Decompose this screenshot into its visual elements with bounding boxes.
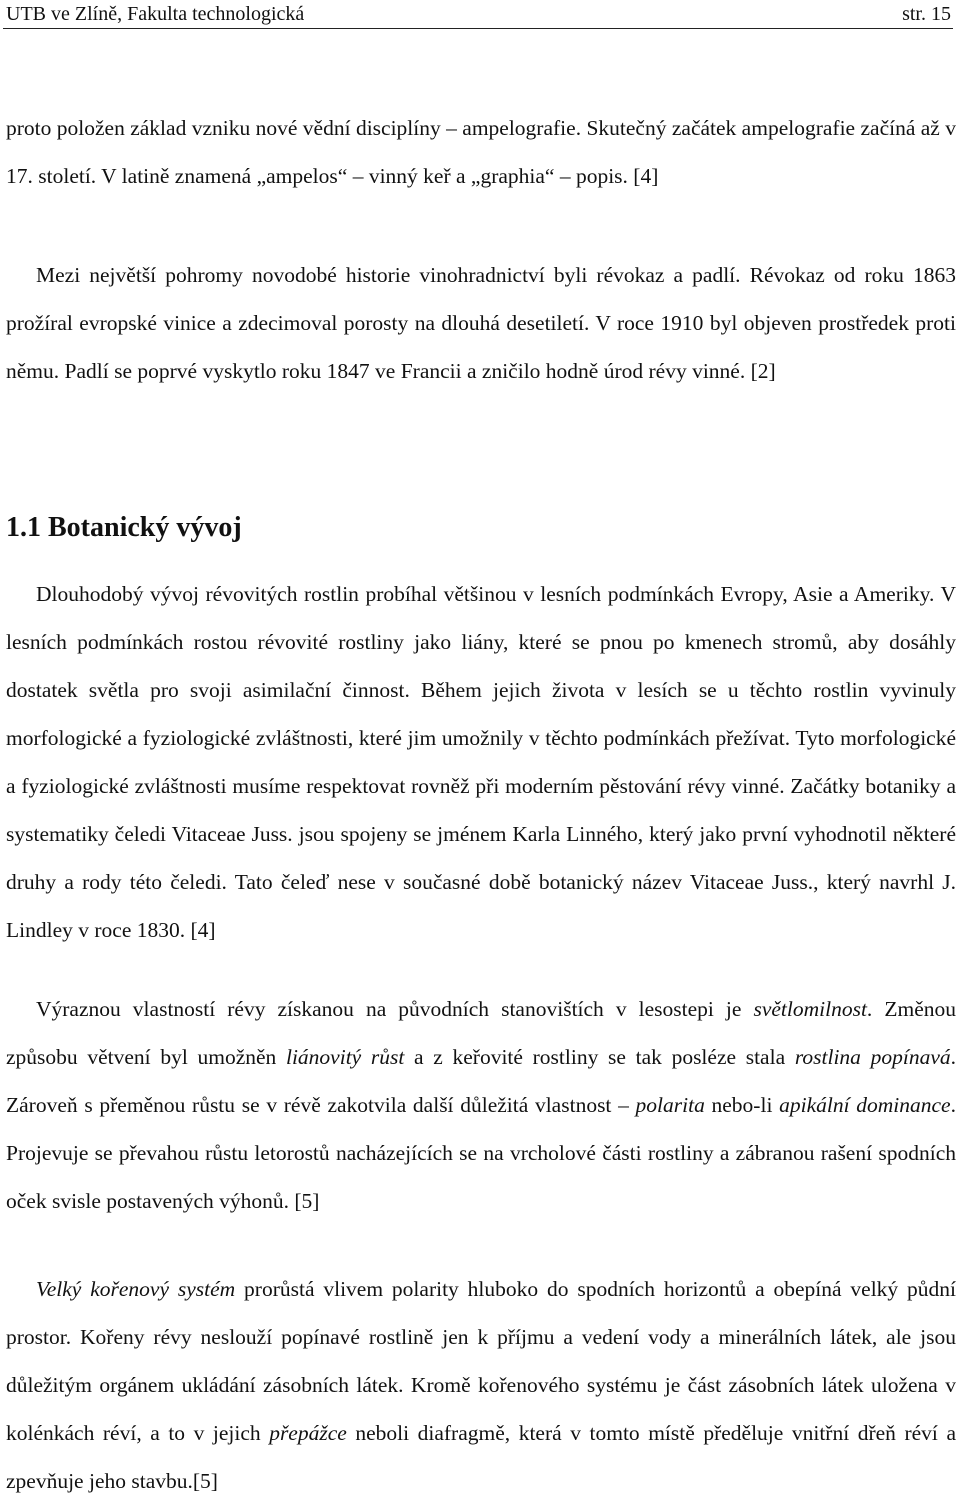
- paragraph-ampelography: proto položen základ vzniku nové vědní disciplíny – ampelografie. Skutečný začátek ampelografie začíná až v 17. století. V latině znamená „ampelos“ – vinný keř a „graphia“ – popis. [4]: [6, 116, 956, 188]
- header-school-name: UTB ve Zlíně, Fakulta technologická: [6, 3, 305, 25]
- term-partition: přepážce: [269, 1421, 347, 1445]
- paragraph-vine-properties: [6, 985, 956, 1225]
- term-root-system: Velký kořenový systém: [36, 1277, 236, 1301]
- running-header: [3, 2, 953, 29]
- term-polarity: polarita: [635, 1093, 705, 1117]
- p4-text-6: . Projevuje se převahou růstu letorostů nacházejících se na vrcholové části rostliny a zábranou rašení spodních oček svisle postavených výhonů. [5]: [6, 1093, 956, 1213]
- section-heading: 1.1 Botanický vývoj: [6, 512, 242, 543]
- term-climbing-plant: rostlina popínavá: [794, 1045, 951, 1069]
- paragraph-botanical-development: Dlouhodobý vývoj révovitých rostlin probíhal většinou v lesních podmínkách Evropy, Asie a Ameriky. V lesních podmínkách rostou révovité rostliny jako liány, které se pnou po kmenech stromů, aby dosáhly dostatek světla pro svoji asimilační činnost. Během jejich života v lesích se u těchto rostlin vyvinuly morfologické a fyziologické zvláštnosti, které jim umožnily v těchto podmínkách přežívat. Tyto morfologické a fyziologické zvláštnosti musíme respektovat rovněž při moderním pěstování révy vinné. Začátky botaniky a systematiky čeledi Vitaceae Juss. jsou spojeny se jménem Karla Linného, který jako první vyhodnotil některé druhy a rody této čeledi. Tato čeleď nese v současné době botanický název Vitaceae Juss., který navrhl J. Lindley v roce 1830. [4]: [6, 582, 956, 942]
- p4-text-3: a z keřovité rostliny se tak posléze stala: [404, 1045, 795, 1069]
- p5-text-1: prorůstá vlivem polarity hluboko do spodních horizontů a obepíná velký půdní prostor. Kořeny révy neslouží popínavé rostlině jen k příjmu a vedení vody a minerálních látek, ale jsou důležitým orgánem ukládání zásobních látek. Kromě kořenového systému je část zásobních látek uložena v kolénkách réví, a to v jejich: [6, 1277, 956, 1445]
- term-apical-dominance: apikální dominance: [779, 1093, 951, 1117]
- paragraph-pests: Mezi největší pohromy novodobé historie vinohradnictví byli révokaz a padlí. Révokaz od roku 1863 prožíral evropské vinice a zdecimoval porosty na dlouhá desetiletí. V roce 1910 byl objeven prostředek proti němu. Padlí se poprvé vyskytlo roku 1847 ve Francii a zničilo hodně úrod révy vinné. [2]: [6, 263, 956, 383]
- p4-text-4: . Zároveň s přeměnou růstu se v révě zakotvila další důležitá vlastnost –: [6, 1045, 956, 1117]
- p4-text-5: nebo-li: [704, 1093, 780, 1117]
- term-light-loving: světlomilnost: [753, 997, 867, 1021]
- header-page-number: str. 15: [902, 3, 951, 25]
- paragraph-root-system: [6, 1265, 956, 1505]
- p4-text-2: . Změnou způsobu větvení byl umožněn: [6, 997, 956, 1069]
- term-liana-growth: liánovitý růst: [285, 1045, 405, 1069]
- p5-text-2: neboli diafragmě, která v tomto místě předěluje vnitřní dřeň réví a zpevňuje jeho stavbu.[5]: [6, 1421, 956, 1493]
- p4-text-1: Výraznou vlastností révy získanou na původních stanovištích v lesostepi je: [36, 997, 754, 1021]
